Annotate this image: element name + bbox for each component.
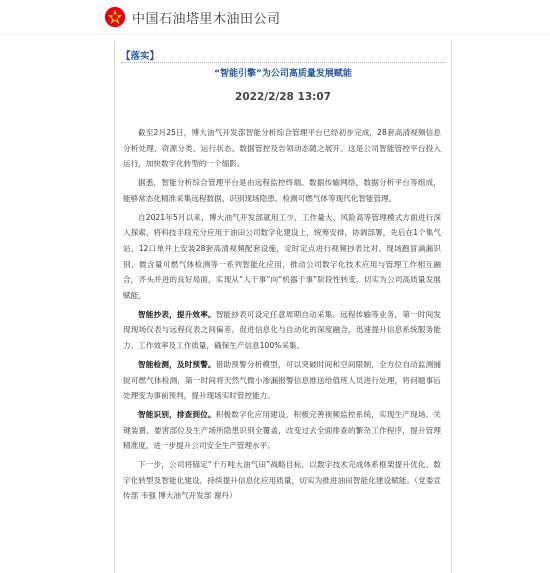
paragraph-text: 借助预警分析模型，可以突破时间和空间限制，全方位自动监测捕捉可燃气体检测，第一时间将天然气微小渗漏报警信息推送给值班人员进行处理，将问题事后处理变为事前预判，提升现场实时管控能力。: [123, 359, 442, 401]
paragraph-lead: 智能检测，及时预警。: [138, 359, 216, 369]
paragraph-text: 据悉，智能分析综合管理平台是由远程监控终端、数据传输网络、数据分析平台等组成，能够常态化精准采集远程数据、识别现场隐患、检测可燃气体等现代化智能管理。: [123, 178, 441, 203]
site-header: [0, 0, 550, 35]
paragraph-text: 智能抄表可设定任意周期自动采集、远程传输等业务，第一时间发现现场仪表与远程仪表之间偏差，促进信息化与自动化的深度融合，迅速提升信息系统服务能力、工作效率及工作质量，确保生产信息100%采集。: [123, 309, 442, 351]
article-tag: 【落实】: [121, 51, 160, 62]
article-title: “智能引擎”为公司高质量发展赋能: [214, 69, 352, 79]
article-date: 2022/2/28 13:07: [235, 91, 331, 103]
article-paragraph: [123, 175, 441, 206]
paragraph-text: 自2021年5月以来，博大油气开发部就用工少、工作量大、风险高等管理模式方面进行深入探索，将科技手段充分应用于油田公司数字化建设上，统筹安排，协调部署，先后在1个集气站、12口单井上安装28套高清视频配套设施，定时定点进行视频抄表比对、现场跑冒滴漏识别、微含量可燃气体检测等一系列智能化应用，推动公司数字化技术应用与管理工作相互融合，齐头并进的良好局面，实现从“人干事”向“机器干事”阶段性转变，切实为公司高质量发展赋能。: [123, 212, 441, 301]
article-paragraph: [123, 307, 441, 354]
brand-name[interactable]: 中国石油塔里木油田公司: [132, 11, 281, 27]
paragraph-text: 下一步，公司将锚定“千万吨大油气田”战略目标，以数字技术完成体系框架提升优化、数字化转型及智能化建设，持续提升信息化应用质量，切实为推进油田智能化建设赋能。（党委宣传部 韦强 博大油气开发部 谢丹）: [123, 460, 441, 501]
article-paragraph: [123, 407, 441, 454]
article-paragraph: [123, 125, 441, 172]
article-panel: [114, 40, 452, 573]
paragraph-text: 积极数字化应用建设，积极完善视频监控系统，实现生产现场、关键装置、要害部位及生产场所隐患识别全覆盖，改变过去全面排查的繁杂工作程序，提升管理精准度，进一步提升公司安全生产管理水平。: [123, 409, 442, 451]
paragraph-lead: 智能抄表，提升效率。: [138, 309, 216, 319]
article-paragraph: [123, 210, 441, 304]
article-paragraph: [123, 457, 441, 504]
paragraph-text: 截至2月25日，博大油气开发部智能分析综合管理平台已经初步完成，28套高清视频信息分析处理、资源分类、运行状态、数据管控及告领动态随之展开。这是公司智能管控平台投入运行，加快数字化转型的一个缩影。: [123, 128, 441, 169]
petrochina-logo-icon[interactable]: [104, 6, 126, 28]
article-body: [123, 125, 441, 507]
article-paragraph: [123, 357, 441, 404]
divider: [121, 62, 445, 63]
paragraph-lead: 智能识别，排查到位。: [138, 409, 216, 419]
